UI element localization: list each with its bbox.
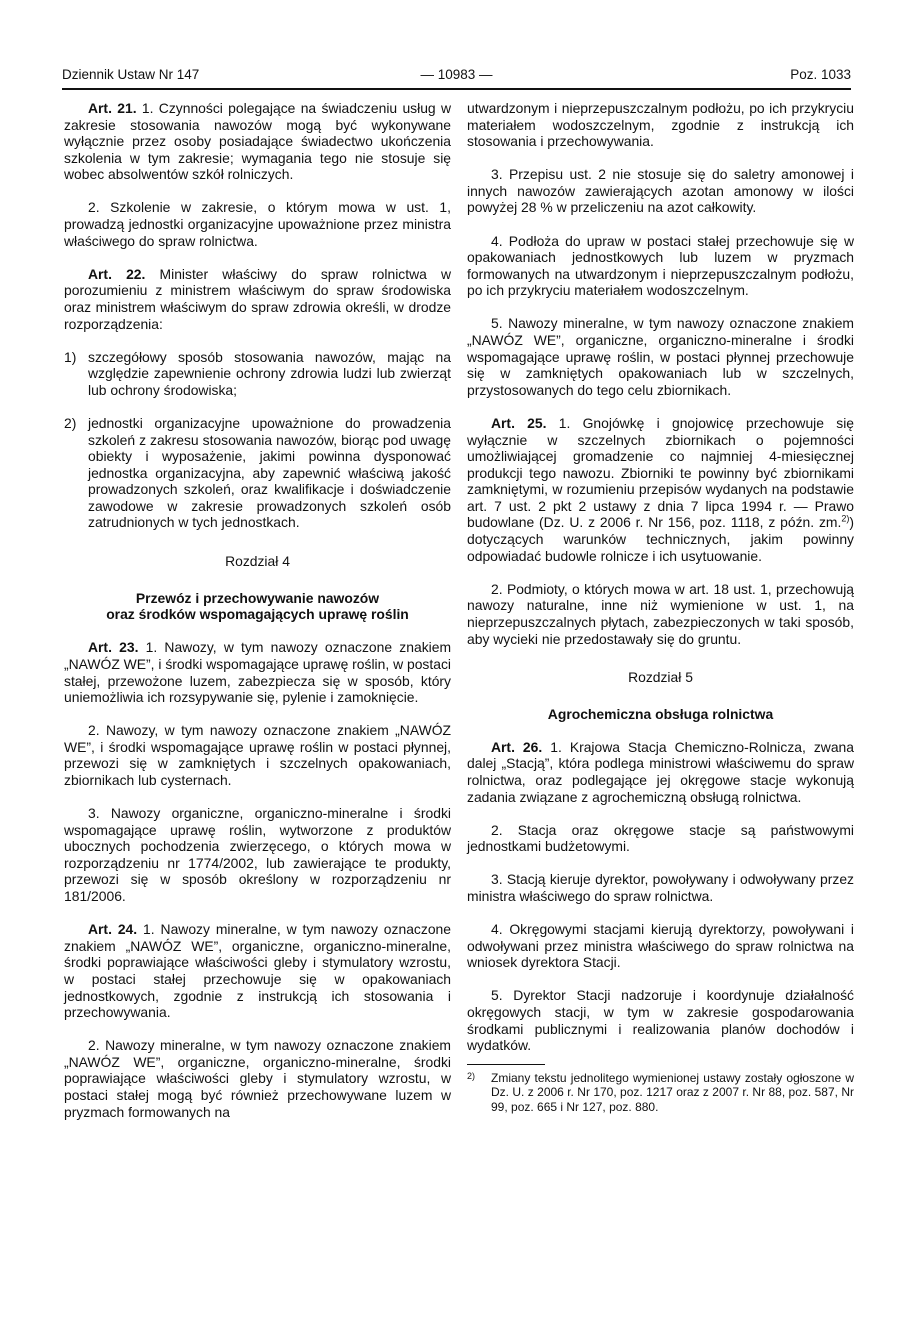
art26-paragraph-3: 3. Stacją kieruje dyrektor, powoływany i odwoływany przez ministra właściwego do spraw rolnictwa. xyxy=(467,871,854,904)
article-label: Art. 24. xyxy=(88,921,138,938)
article-label: Art. 25. xyxy=(491,414,547,431)
art24-paragraph-2-end: utwardzonym i nieprzepuszczalnym podłożu, po ich przykryciu materiałem wodoszczelnym, zgodnie z instrukcją ich stosowania i przechowywania. xyxy=(467,100,854,150)
art23-paragraph-2: 2. Nawozy, w tym nawozy oznaczone znakiem „NAWÓZ WE”, i środki wspomagające uprawę roślin w postaci płynnej, przewozi się w zamkniętych i szczelnych opakowaniach, zbiornikach lub cysternach. xyxy=(64,722,451,788)
art23-paragraph-1: Art. 23. 1. Nawozy, w tym nawozy oznaczone znakiem „NAWÓZ WE”, i środki wspomagające uprawę roślin, w postaci stałej, przewożone luzem, zabezpiecza się w sposób, który uniemożliwia ich rozsypywanie się, pylenie i zamoknięcie. xyxy=(64,639,452,706)
art23-paragraph-3: 3. Nawozy organiczne, organiczno-mineralne i środki wspomagające uprawę roślin, wytworzone z produktów ubocznych pochodzenia zwierzęcego, o których mowa w rozporządzeniu nr 1774/2002, lub zawierające te produkty, przewozi się w sposób określony w rozporządzeniu nr 181/2006. xyxy=(64,805,451,905)
left-column xyxy=(64,100,451,1120)
footnote xyxy=(467,1071,854,1115)
art22-intro: Art. 22. Minister właściwy do spraw rolnictwa w porozumieniu z ministrem właściwym do spraw środowiska oraz ministrem właściwym do spraw zdrowia określi, w drodze rozporządzenia: xyxy=(64,265,452,332)
art24-paragraph-3: 3. Przepisu ust. 2 nie stosuje się do saletry amonowej i innych nawozów zawierających azotan amonowy w ilości powyżej 28 % w przeliczeniu na azot całkowity. xyxy=(467,166,854,216)
journal-title: Dziennik Ustaw Nr 147 xyxy=(62,67,200,82)
position-number: Poz. 1033 xyxy=(790,67,851,82)
footnote-rule xyxy=(467,1064,545,1065)
header-rule xyxy=(62,88,851,90)
art25-paragraph-2: 2. Podmioty, o których mowa w art. 18 ust. 1, przechowują nawozy naturalne, inne niż wymienione w ust. 1, na nieprzepuszczalnych płytach, zabezpieczonych w taki sposób, aby wycieki nie przedostawały się do gruntu. xyxy=(467,580,854,647)
chapter-5-title: Agrochemiczna obsługa rolnictwa xyxy=(547,705,774,722)
art21-paragraph-1: Art. 21. 1. Czynności polegające na świadczeniu usług w zakresie stosowania nawozów mogą być wykonywane wyłącznie przez osoby posiadające świadectwo ukończenia szkolenia w tym zakresie; wymagania tego nie stosuje się wobec absolwentów szkół rolniczych. xyxy=(64,100,452,183)
article-label: Art. 22. xyxy=(88,265,146,282)
footnote-text: Zmiany tekstu jednolitego wymienionej ustawy zostały ogłoszone w Dz. U. z 2006 r. Nr 170, poz. 1217 oraz z 2007 r. Nr 88, poz. 587, Nr 99, poz. 665 i Nr 127, poz. 880. xyxy=(491,1070,854,1114)
page-number: — 10983 — xyxy=(420,67,493,82)
art24-paragraph-5: 5. Nawozy mineralne, w tym nawozy oznaczone znakiem „NAWÓZ WE”, organiczne, organiczno-mineralne i środki wspomagające uprawę roślin, w postaci płynnej przechowuje się w zamkniętych opakowaniach lub w szczelnych, przystosowanych do tego celu zbiornikach. xyxy=(467,315,854,398)
page-header xyxy=(62,66,851,88)
chapter-4-label: Rozdział 4 xyxy=(225,553,290,570)
right-column xyxy=(467,100,854,1114)
article-label: Art. 21. xyxy=(88,100,137,116)
art24-paragraph-2-start: 2. Nawozy mineralne, w tym nawozy oznaczone znakiem „NAWÓZ WE”, organiczne, organiczno-mineralne, środki poprawiające właściwości gleby i stymulatory wzrostu, w postaci stałej mogą być również przechowywane luzem w pryzmach formowanych na xyxy=(64,1037,451,1120)
art24-paragraph-4: 4. Podłoża do upraw w postaci stałej przechowuje się w opakowaniach jednostkowych lub luzem w pryzmach formowanych na utwardzonym i nieprzepuszczalnym podłożu, po ich przykryciu materiałem wodoszczelnym. xyxy=(467,232,854,299)
footnote-reference[interactable]: 2) xyxy=(841,513,850,524)
chapter-4-title: Przewóz i przechowywanie nawozów oraz środków wspomagających uprawę roślin xyxy=(106,589,409,623)
art26-paragraph-4: 4. Okręgowymi stacjami kierują dyrektorzy, powoływani i odwoływani przez ministra właściwego do spraw rolnictwa na wniosek dyrektora Stacji. xyxy=(467,921,854,971)
art25-paragraph-1: Art. 25. 1. Gnojówkę i gnojowicę przechowuje się wyłącznie w szczelnych zbiornikach o pojemności umożliwiającej gromadzenie co najmniej 4-miesięcznej produkcji tego nawozu. Zbiorniki te powinny być zbiornikami zamkniętymi, w rozumieniu przepisów wydanych na podstawie art. 7 ust. 2 pkt 2 ustawy z dnia 7 lipca 1994 r. — Prawo budowlane (Dz. U. z 2006 r. Nr 156, poz. 1118, z późn. zm.$^{2)}$) dotyczących warunków technicznych, jakim powinny odpowiadać budowle rolnicze i ich usytuowanie. xyxy=(467,414,855,564)
list-item: 2) jednostki organizacyjne upoważnione do prowadzenia szkoleń z zakresu stosowania nawozów, biorąc pod uwagę obiekty i wyposażenie, jakimi powinna dysponować jednostka organizacyjna, aby zapewnić właściwą jakość prowadzonych szkoleń, oraz kwalifikacje i doświadczenie zawodowe w zakresie prowadzonych szkoleń osób zatrudnionych w tych jednostkach. xyxy=(64,414,451,531)
art26-paragraph-2: 2. Stacja oraz okręgowe stacje są państwowymi jednostkami budżetowymi. xyxy=(467,821,854,855)
art21-paragraph-2: 2. Szkolenie w zakresie, o którym mowa w ust. 1, prowadzą jednostki organizacyjne upoważnione przez ministra właściwego do spraw rolnictwa. xyxy=(64,199,451,249)
list-item: 1) szczegółowy sposób stosowania nawozów, mając na względzie zapewnienie ochrony zdrowia ludzi lub zwierząt lub ochrony środowiska; xyxy=(64,348,451,398)
article-label: Art. 26. xyxy=(491,738,543,755)
art24-paragraph-1: Art. 24. 1. Nawozy mineralne, w tym nawozy oznaczone znakiem „NAWÓZ WE”, organiczne, organiczno-mineralne, środki poprawiające właściwości gleby i stymulatory wzrostu, w postaci stałej przechowuje się w opakowaniach jednostkowych, zgodnie z instrukcją ich stosowania i przechowywania. xyxy=(64,921,451,1021)
article-label: Art. 23. xyxy=(88,639,139,656)
art26-paragraph-5: 5. Dyrektor Stacji nadzoruje i koordynuje działalność okręgowych stacji, w tym w zakresie gospodarowania środkami publicznymi i realizowania planów dochodów i wydatków. xyxy=(467,987,854,1054)
art26-paragraph-1: Art. 26. 1. Krajowa Stacja Chemiczno-Rolnicza, zwana dalej „Stacją”, która podlega ministrowi właściwemu do spraw rolnictwa, oraz podlegające jej okręgowe stacje wykonują zadania związane z agrochemiczną obsługą rolnictwa. xyxy=(467,738,854,805)
chapter-5-label: Rozdział 5 xyxy=(628,669,693,686)
footnote-mark: 2) xyxy=(467,1070,476,1081)
